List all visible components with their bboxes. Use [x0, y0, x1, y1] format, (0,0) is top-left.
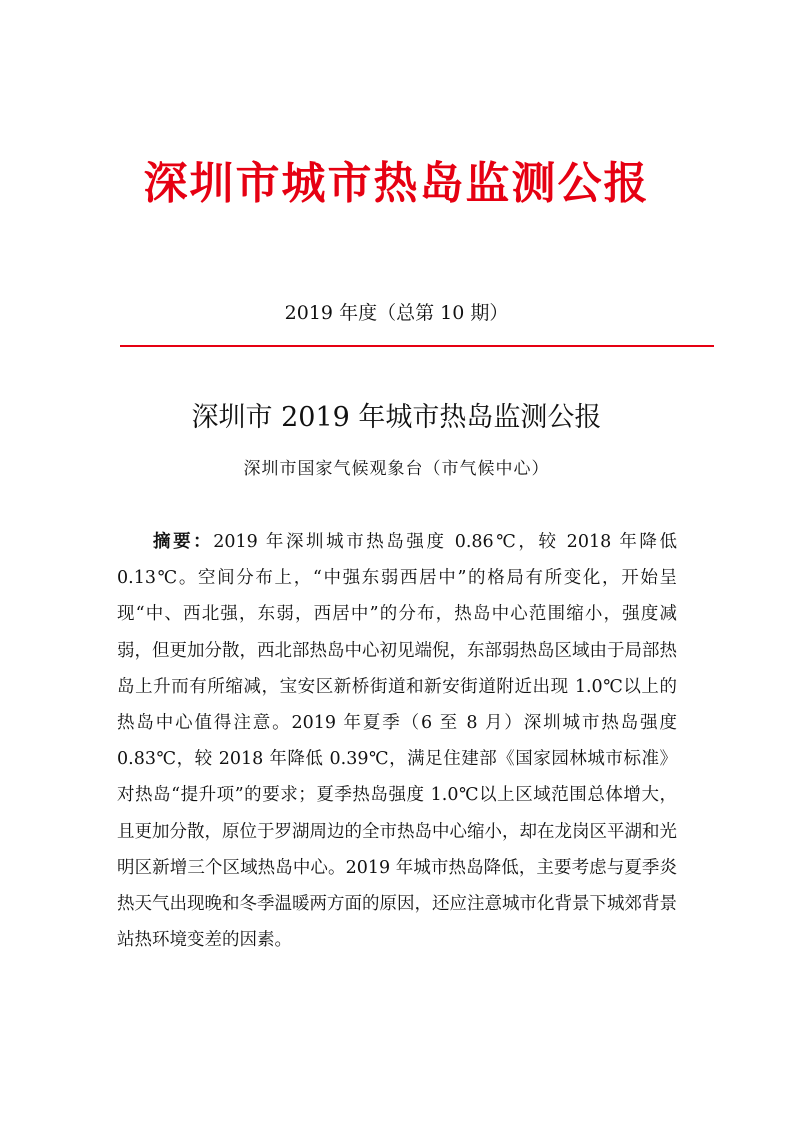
- header-divider: [120, 345, 714, 347]
- abstract-label: 摘要：: [153, 532, 214, 552]
- abstract-paragraph: [117, 524, 677, 958]
- issue-number: 2019 年度（总第 10 期）: [284, 302, 509, 324]
- author-organization: 深圳市国家气候观象台（市气候中心）: [243, 459, 550, 479]
- abstract-text: 2019 年深圳城市热岛强度 0.86℃，较 2018 年降低 0.13℃。空间分布上，“中强东弱西居中”的格局有所变化，开始呈现“中、西北强，东弱，西居中”的分布，热岛中心范围缩小，强度减弱，但更加分散，西北部热岛中心初见端倪，东部弱热岛区域由于局部热岛上升而有所缩减，宝安区新桥街道和新安街道附近出现 1.0℃以上的热岛中心值得注意。2019 年夏季（6 至 8 月）深圳城市热岛强度 0.83℃，较 2018 年降低 0.39℃，满足住建部《国家园林城市标准》对热岛“提升项”的要求；夏季热岛强度 1.0℃以上区域范围总体增大，且更加分散，原位于罗湖周边的全市热岛中心缩小，却在龙岗区平湖和光明区新增三个区域热岛中心。2019 年城市热岛降低，主要考虑与夏季炎热天气出现晚和冬季温暖两方面的原因，还应注意城市化背景下城郊背景站热环境变差的因素。: [117, 532, 678, 951]
- masthead-title: 深圳市城市热岛监测公报: [143, 158, 650, 209]
- bulletin-title: 深圳市 2019 年城市热岛监测公报: [191, 402, 602, 433]
